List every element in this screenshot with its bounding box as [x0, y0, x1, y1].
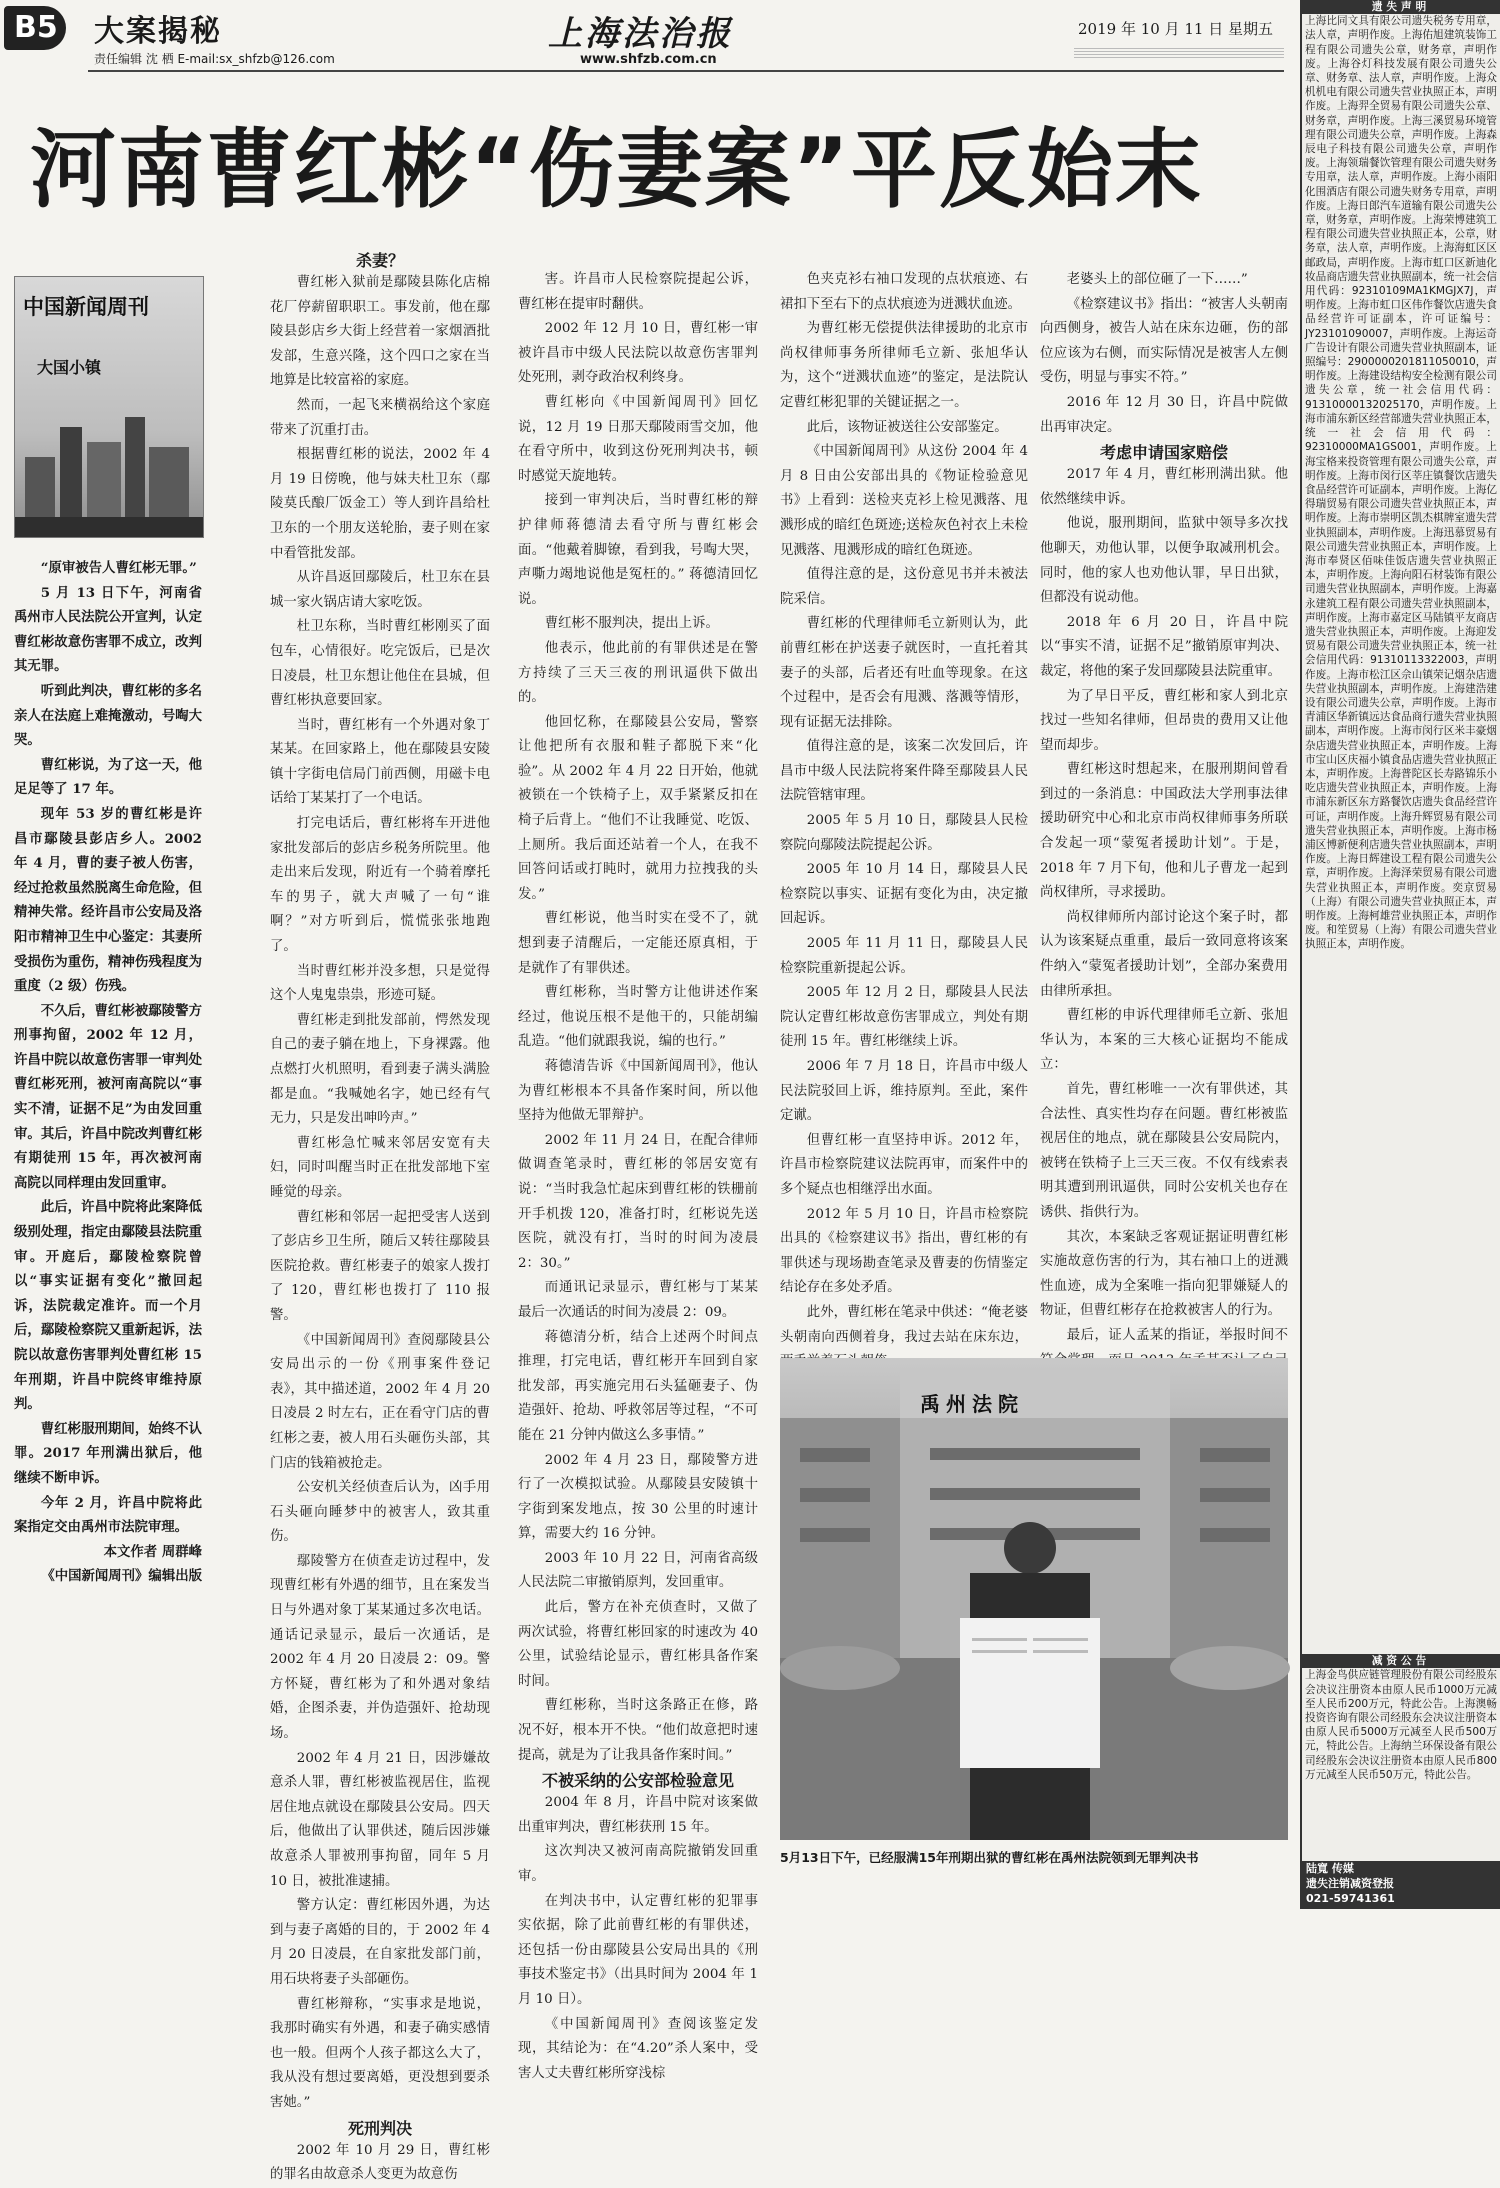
magazine-cover-image	[14, 276, 204, 538]
cover-topic: 大国小镇	[37, 358, 102, 377]
paragraph: 2002 年 10 月 29 日，曹红彬的罪名由故意杀人变更为故意伤	[270, 2142, 490, 2183]
author-line: 本文作者 周群峰	[103, 1543, 202, 1560]
classifieds-heading-lost: 遗失声明	[1302, 0, 1500, 14]
paragraph: 鄢陵警方在侦查走访过程中，发现曹红彬有外遇的细节，且在案发当日与外遇对象丁某某通过多次电话。通话记录显示，最后一次通话，是 2002 年 4 月 20 日凌晨 2：09。警方怀疑，曹红彬为了和外遇对象结婚，企图杀妻，并伪造强奸、抢劫现场。	[270, 1553, 490, 1742]
paragraph: 《中国新闻周刊》查阅该鉴定发现，其结论为：在“4.20”杀人案中，受害人丈夫曹红彬所穿浅棕	[518, 2016, 758, 2081]
paragraph: 而通讯记录显示，曹红彬与丁某某最后一次通话的时间为凌晨 2：09。	[518, 1280, 758, 1320]
subheading-rejected-opinion: 不被采纳的公安部检验意见	[541, 1771, 734, 1791]
paragraph: 当时曹红彬并没多想，只是觉得这个人鬼鬼祟祟，形迹可疑。	[270, 963, 490, 1004]
paragraph: 曹红彬这时想起来，在服刑期间曾看到过的一条消息：中国政法大学刑事法律援助研究中心和北京市尚权律师事务所联合发起一项“蒙冤者援助计划”。于是，2018 年 7 月下旬，他和儿子曹龙一起到尚权律所，寻求援助。	[1040, 762, 1288, 901]
lead-paragraph: 听到此判决，曹红彬的多名亲人在法庭上难掩激动，号啕大哭。	[14, 682, 202, 749]
paragraph: 2002 年 12 月 10 日，曹红彬一审被许昌市中级人民法院以故意伤害罪判处死刑，剥夺政治权利终身。	[518, 321, 758, 386]
issue-date: 2019 年 10 月 11 日 星期五	[1078, 20, 1273, 38]
paragraph: 蒋德清分析，结合上述两个时间点推理，打完电话，曹红彬开车回到自家批发部，再实施完用石头猛砸妻子、伪造强奸、抢劫、呼救邻居等过程，“不可能在 21 分钟内做这么多事情。”	[518, 1329, 758, 1443]
paragraph: 曹红彬向《中国新闻周刊》回忆说，12 月 19 日那天鄢陵雨雪交加，他在看守所中，收到这份死刑判决书，顿时感觉天旋地转。	[518, 394, 758, 484]
paragraph: 2004 年 8 月，许昌中院对该案做出重审判决，曹红彬获刑 15 年。	[518, 1795, 758, 1835]
section-title: 大案揭秘	[94, 14, 222, 49]
paragraph: 当时，曹红彬有一个外遇对象丁某某。在回家路上，他在鄢陵县安陵镇十字街电信局门前西侧，用磁卡电话给丁某某打了一个电话。	[270, 717, 490, 807]
paragraph: 曹红彬说，他当时实在受不了，就想到妻子清醒后，一定能还原真相，于是就作了有罪供述。	[518, 911, 758, 976]
paragraph: 他表示，他此前的有罪供述是在警方持续了三天三夜的刑讯逼供下做出的。	[518, 640, 758, 706]
court-photo	[780, 1358, 1288, 1840]
classifieds-lost-text: 上海比同文具有限公司遗失税务专用章，法人章，声明作废。上海佑旭建筑装饰工程有限公司遗失公章，财务章，声明作废。上海谷灯科技发展有限公司遗失公章、财务章、法人章，声明作废。上海众机机电有限公司遗失营业执照正本，声明作废。上海羿全贸易有限公司遗失公章、财务章，声明作废。上海三溪贸易环境管理有限公司遗失公章，声明作废。上海森辰电子科技有限公司遗失公章，声明作废。上海领瑞餐饮管理有限公司遗失财务专用章，法人章，声明作废。上海小雨阳化围酒店有限公司遗失财务专用章，声明作废。上海日郎汽车道输有限公司遗失公章，财务章，声明作废。上海荣博建筑工程有限公司遗失营业执照正本，公章，财务章，法人章，声明作废。上海海虹区区邮政局，声明作废。上海市虹口区新迪化妆品商店遗失营业执照副本，统一社会信用代码：92310109MA1KMGJX7J，声明作废。上海市虹口区伟作餐饮店遗失食品经营许可证副本，许可证编号：JY23101090007，声明作废。上海运奇广告设计有限公司遗失营业执照副本，证照编号：2900000201811050010，声明作废。上海建设结构安全检测有限公司遗失公章，统一社会信用代码：91310000132025170，声明作废。上海市浦东新区经营部遗失营业执照正本，统一社会信用代码：92310000MA1GS001，声明作废。上海宝格来投资管理有限公司遗失公章，声明作废。上海市闵行区莘庄镇餐饮店遗失食品经营许可证副本，声明作废。上海亿得瑞贸易有限公司遗失营业执照正本，声明作废。上海市崇明区凯杰棋牌室遗失营业执照副本，声明作废。上海迅慕贸易有限公司遗失营业执照正本，声明作废。上海市奉贤区佰味佳饭店遗失营业执照正本，声明作废。上海向阳石材装饰有限公司遗失营业执照副本，声明作废。上海嘉永建筑工程有限公司遗失营业执照副本，声明作废。上海市嘉定区马陆镇平友商店遗失营业执照正本，声明作废。上海迎发贸易有限公司遗失营业执照正本，统一社会信用代码：91310113322003，声明作废。上海市松江区佘山镇荣记烟杂店遗失营业执照副本，声明作废。上海建浩建设有限公司遗失公章，声明作废。上海市青浦区华新镇远达食品商行遗失营业执照副本，声明作废。上海市闵行区米丰豪烟杂店遗失营业执照正本，声明作废。上海市宝山区庆福小镇食品店遗失营业执照正本，声明作废。上海普陀区长寿路锦乐小吃店遗失营业执照正本，声明作废。上海市浦东新区东方路餐饮店遗失食品经营许可证，声明作废。上海升辉贸易有限公司遗失营业执照正本，声明作废。上海市杨浦区博新便利店遗失营业执照副本，声明作废。上海日辉建设工程有限公司遗失公章，声明作废。上海泽荣贸易有限公司遗失营业执照正本，声明作废。奕京贸易（上海）有限公司遗失营业执照正本，声明作废。上海柯雄营业执照正本，声明作废。和笙贸易（上海）有限公司遗失营业执照正本，声明作废。	[1305, 15, 1497, 951]
paragraph: 《检察建议书》指出：“被害人头朝南向西侧身，被告人站在床东边砸，伤的部位应该为右侧，而实际情况是被害人左侧受伤，明显与事实不符。”	[1040, 296, 1288, 386]
lead-paragraph: 此后，许昌中院将此案降低级别处理，指定由鄢陵县法院重审。开庭后，鄢陵检察院曾以“事实证据有变化”撤回起诉，法院裁定准许。而一个月后，鄢陵检察院又重新起诉，法院以故意伤害罪判处曹红彬 15 年刑期，许昌中院终审维持原判。	[14, 1199, 202, 1413]
classifieds-capital-text: 上海金鸟供应链管理股份有限公司经股东会决议注册资本由原人民币1000万元减至人民币200万元，特此公告。上海澳畅投资咨询有限公司经股东会决议注册资本由原人民币5000万元减至人民币500万元，特此公告。上海纳兰环保设备有限公司经股东会决议注册资本由原人民币800万元减至人民币50万元，特此公告。	[1305, 1669, 1497, 1781]
paragraph: 曹红彬走到批发部前，愕然发现自己的妻子躺在地上，下身裸露。他点燃打火机照明，看到妻子满头满脸都是血。“我喊她名字，她已经有气无力，只是发出呻吟声。”	[270, 1012, 490, 1127]
agency-phone: 021-59741361	[1306, 1892, 1395, 1905]
paragraph: 2005 年 11 月 11 日，鄢陵县人民检察院重新提起公诉。	[780, 936, 1028, 976]
lead-paragraph: 今年 2 月，许昌中院将此案指定交由禹州市法院审理。	[14, 1494, 202, 1536]
page-number-badge: B5	[4, 6, 66, 50]
subheading-sentence: 死刑判决	[347, 2118, 412, 2138]
paragraph: 曹红彬称，当时警方让他讲述作案经过，他说压根不是他干的，只能胡编乱造。“他们就跟我说，编的也行。”	[518, 985, 758, 1050]
header-rule	[88, 70, 1284, 72]
editor-line: 责任编辑 沈 栖 E-mail:sx_shfzb@126.com	[94, 52, 335, 66]
masthead	[0, 0, 1300, 78]
lead-paragraph: 现年 53 岁的曹红彬是许昌市鄢陵县彭店乡人。2002 年 4 月，曹的妻子被人伤害，经过抢救虽然脱离生命危险，但精神失常。经许昌市公安局及洛阳市精神卫生中心鉴定：其妻所受损伤为重伤，精神伤残程度为重度（2 级）伤残。	[14, 805, 202, 995]
paragraph: 《中国新闻周刊》查阅鄢陵县公安局出示的一份《刑事案件登记表》，其中描述道，2002 年 4 月 20 日凌晨 2 时左右，正在看守门店的曹红彬之妻，被人用石头砸伤头部，其门店的钱箱被抢走。	[270, 1332, 490, 1471]
classifieds-heading-capital: 减资公告	[1302, 1654, 1500, 1668]
lead-paragraph: “原审被告人曹红彬无罪。”	[40, 560, 197, 576]
paragraph: 公安机关经侦查后认为，凶手用石头砸向睡梦中的被害人，致其重伤。	[270, 1480, 490, 1545]
paragraph: 警方认定：曹红彬因外遇，为达到与妻子离婚的目的，于 2002 年 4 月 20 日凌晨，在自家批发部门前，用石块将妻子头部砸伤。	[270, 1898, 490, 1987]
paragraph: 2016 年 12 月 30 日，许昌中院做出再审决定。	[1040, 394, 1288, 435]
paragraph: 他回忆称，在鄢陵县公安局，警察让他把所有衣服和鞋子都脱下来“化验”。从 2002 年 4 月 22 日开始，他就被锁在一个铁椅子上，双手紧紧反扣在椅子后背上。“他们不让我睡觉、吃饭、上厕所。我后面还站着一个人，在我不回答问话或打盹时，就用力拉拽我的头发。”	[518, 714, 758, 902]
subheading-compensation: 考虑申请国家赔偿	[1099, 443, 1228, 463]
paragraph: 在判决书中，认定曹红彬的犯罪事实依据，除了此前曹红彬的有罪供述，还包括一份由鄢陵县公安局出具的《刑事技术鉴定书》（出具时间为 2004 年 1 月 10 日）。	[518, 1893, 758, 2007]
paragraph: 曹红彬称，当时这条路正在修，路况不好，根本开不快。“他们故意把时速提高，就是为了让我具备作案时间。”	[518, 1698, 758, 1763]
article-headline: 河南曹红彬“伤妻案”平反始末	[30, 120, 1204, 220]
paragraph: 2017 年 4 月，曹红彬刑满出狱。他依然继续申诉。	[1040, 467, 1288, 507]
decorative-hatching	[1074, 46, 1284, 58]
paragraph: 值得注意的是，该案二次发回后，许昌市中级人民法院将案件降至鄢陵县人民法院管辖审理。	[780, 739, 1028, 804]
lead-column	[14, 556, 202, 1596]
paragraph: 接到一审判决后，当时曹红彬的辩护律师蒋德清去看守所与曹红彬会面。“他戴着脚镣，看到我，号啕大哭，声嘶力竭地说他是冤枉的。” 蒋德清回忆说。	[518, 493, 758, 607]
agency-name: 陆寬 传媒	[1306, 1862, 1354, 1875]
article-column-5	[1040, 268, 1288, 1344]
agency-service: 遗失注销减资登报	[1306, 1877, 1394, 1890]
classifieds-sidebar	[1300, 0, 1500, 1909]
paragraph: 曹红彬和邻居一起把受害人送到了彭店乡卫生所，随后又转往鄢陵县医院抢救。曹红彬妻子的娘家人拨打了 120，曹红彬也拨打了 110 报警。	[270, 1209, 490, 1323]
paragraph: 打完电话后，曹红彬将车开进他家批发部后的彭店乡税务所院里。他走出来后发现，附近有一个骑着摩托车的男子，就大声喊了一句“谁啊？”对方听到后，慌慌张张地跑了。	[270, 816, 490, 955]
cover-magazine-title: 中国新闻周刊	[23, 295, 149, 319]
paragraph: 其次，本案缺乏客观证据证明曹红彬实施故意伤害的行为，其右袖口上的迸溅性血迹，成为全案唯一指向犯罪嫌疑人的物证，但曹红彬存在抢救被害人的行为。	[1040, 1229, 1288, 1319]
paragraph: 这次判决又被河南高院撤销发回重审。	[518, 1844, 758, 1884]
cover-buildings-illustration	[15, 387, 203, 537]
paragraph: 此后，该物证被送往公安部鉴定。	[806, 419, 1008, 435]
paragraph: 曹红彬不服判决，提出上诉。	[544, 616, 719, 632]
paragraph: 为曹红彬无偿提供法律援助的北京市尚权律师事务所律师毛立新、张旭华认为，这个“迸溅状血迹”的鉴定，是法院认定曹红彬犯罪的关键证据之一。	[780, 321, 1028, 410]
paragraph: 但曹红彬一直坚持申诉。2012 年，许昌市检察院建议法院再审，而案件中的多个疑点也相继浮出水面。	[780, 1132, 1028, 1197]
paragraph: 2002 年 4 月 23 日，鄢陵警方进行了一次模拟试验。从鄢陵县安陵镇十字街到案发地点，按 30 公里的时速计算，需要大约 16 分钟。	[518, 1452, 758, 1542]
paragraph: 《中国新闻周刊》从这份 2004 年 4 月 8 日由公安部出具的《物证检验意见书》上看到：送检夹克衫上检见溅落、甩溅形成的暗红色斑迹;送检灰色衬衣上未检见溅落、甩溅形成的暗红色斑迹。	[780, 444, 1028, 558]
lead-paragraph: 不久后，曹红彬被鄢陵警方刑事拘留，2002 年 12 月，许昌中院以故意伤害罪一审判处曹红彬死刑，被河南高院以“事实不清，证据不足”为由发回重审。其后，许昌中院改判曹红彬有期徒刑 15 年，再次被河南高院以同样理由发回重审。	[14, 1002, 202, 1191]
paragraph: 曹红彬辩称，“实事求是地说，我那时确实有外遇，和妻子确实感情也一般。但两个人孩子都这么大了，我从没有想过要离婚，更没想到要杀害她。”	[270, 1996, 490, 2110]
paragraph: 从许昌返回鄢陵后，杜卫东在县城一家火锅店请大家吃饭。	[270, 570, 490, 610]
photo-caption: 5月13日下午，已经服满15年刑期出狱的曹红彬在禹州法院领到无罪判决书	[780, 1850, 1199, 1865]
classifieds-contact-bar	[1302, 1861, 1500, 1909]
paragraph: 2006 年 7 月 18 日，许昌市中级人民法院驳回上诉，维持原判。至此，案件定谳。	[780, 1059, 1028, 1124]
publisher-line: 《中国新闻周刊》编辑出版	[41, 1568, 202, 1585]
lead-paragraph: 曹红彬说，为了这一天，他足足等了 17 年。	[14, 756, 202, 798]
paragraph: 他说，服刑期间，监狱中领导多次找他聊天，劝他认罪，以便争取减刑机会。同时，他的家人也劝他认罪，早日出狱，但都没有说动他。	[1040, 516, 1288, 606]
paragraph: 曹红彬的申诉代理律师毛立新、张旭华认为，本案的三大核心证据均不能成立：	[1040, 1008, 1288, 1073]
paragraph: 老婆头上的部位砸了一下……”	[1066, 272, 1248, 287]
court-building-sign: 禹州法院	[920, 1392, 1024, 1416]
lead-paragraph: 曹红彬服刑期间，始终不认罪。2017 年刑满出狱后，他继续不断申诉。	[14, 1420, 202, 1486]
court-photo-illustration	[780, 1358, 1288, 1840]
lead-paragraph: 5 月 13 日下午，河南省禹州市人民法院公开宣判，认定曹红彬故意伤害罪不成立，改判其无罪。	[14, 584, 202, 675]
paragraph: 色夹克衫右袖口发现的点状痕迹、右裙扣下至右下的点状痕迹为迸溅状血迹。	[780, 272, 1028, 312]
paragraph: 2005 年 5 月 10 日，鄢陵县人民检察院向鄢陵法院提起公诉。	[780, 813, 1028, 853]
paragraph: 最后，证人孟某的指证，举报时间不	[1066, 1327, 1288, 1343]
paragraph: 2005 年 12 月 2 日，鄢陵县人民法院认定曹红彬故意伤害罪成立，判处有期徒刑 15 年。曹红彬继续上诉。	[780, 985, 1028, 1050]
article-column-2	[270, 248, 490, 2183]
newspaper-logo: 上海法治报	[548, 14, 733, 54]
newspaper-website: www.shfzb.com.cn	[580, 52, 717, 67]
article-column-4	[780, 268, 1028, 1344]
paragraph: 2005 年 10 月 14 日，鄢陵县人民检察院以事实、证据有变化为由，决定撤回起诉。	[780, 862, 1028, 927]
paragraph: 曹红彬的代理律师毛立新则认为，此前曹红彬在护送妻子就医时，一直托着其妻子的头部，后者还有吐血等现象。在这个过程中，是否会有甩溅、落溅等情形，现有证据无法排除。	[780, 616, 1028, 730]
paragraph: 杜卫东称，当时曹红彬刚买了面包车，心情很好。吃完饭后，已是次日凌晨，杜卫东想让他住在县城，但曹红彬执意要回家。	[270, 619, 490, 709]
article-column-3	[518, 268, 758, 2081]
paragraph: 害。许昌市人民检察院提起公诉，曹红彬在提审时翻供。	[518, 272, 758, 312]
paragraph: 曹红彬入狱前是鄢陵县陈化店棉花厂停薪留职职工。事发前，他在鄢陵县彭店乡大街上经营着一家烟酒批发部，生意兴隆，这个四口之家在当地算是比较富裕的家庭。	[270, 275, 490, 389]
paragraph: 此外，曹红彬在笔录中供述：“俺老婆头朝南向西侧着身，我过去站在床东边，	[780, 1304, 1028, 1345]
paragraph: 首先，曹红彬唯一一次有罪供述，其合法性、真实性均存在问题。曹红彬被监视居住的地点，就在鄢陵县公安局院内，被铐在铁椅子上三天三夜。不仅有线索表明其遭到刑讯逼供，同时公安机关也存在诱供、指供行为。	[1040, 1082, 1288, 1220]
paragraph: 2003 年 10 月 22 日，河南省高级人民法院二审撤销原判，发回重审。	[518, 1550, 758, 1591]
paragraph: 此后，警方在补充侦查时，又做了两次试验，将曹红彬回家的时速改为 40 公里，试验结论显示，曹红彬具备作案时间。	[518, 1600, 758, 1689]
paragraph: 尚权律师所内部讨论这个案子时，都认为该案疑点重重，最后一致同意将该案件纳入“蒙冤者援助计划”，全部办案费用由律所承担。	[1040, 909, 1288, 999]
paragraph: 为了早日平反，曹红彬和家人到北京找过一些知名律师，但昂贵的费用又让他望而却步。	[1040, 688, 1288, 753]
paragraph: 2018 年 6 月 20 日，许昌中院以“事实不清，证据不足”撤销原审判决、裁定，将他的案子发回鄢陵县法院重审。	[1040, 614, 1288, 679]
paragraph: 2012 年 5 月 10 日，许昌市检察院出具的《检察建议书》指出，曹红彬的有罪供述与现场勘查笔录及曹妻的伤情鉴定结论存在多处矛盾。	[780, 1206, 1028, 1296]
paragraph: 值得注意的是，这份意见书并未被法院采信。	[780, 567, 1028, 607]
paragraph: 2002 年 11 月 24 日，在配合律师做调查笔录时，曹红彬的邻居安宽有说：“当时我急忙起床到曹红彬的铁栅前开手机拨 120，准备打时，红彬说先送医院，就没有打，当时的时间为凌晨 2：30。”	[518, 1132, 758, 1271]
paragraph: 蒋德清告诉《中国新闻周刊》，他认为曹红彬根本不具备作案时间，所以他坚持为他做无罪辩护。	[518, 1059, 758, 1124]
paragraph: 2002 年 4 月 21 日，因涉嫌故意杀人罪，曹红彬被监视居住，监视居住地点就设在鄢陵县公安局。四天后，他做出了认罪供述，随后因涉嫌故意杀人罪被刑事拘留，同年 5 月 10 日，被批准逮捕。	[270, 1750, 490, 1889]
subheading-kill: 杀妻？	[355, 251, 404, 270]
paragraph: 曹红彬急忙喊来邻居安宽有夫妇，同时叫醒当时正在批发部地下室睡觉的母亲。	[270, 1135, 490, 1200]
paragraph: 然而，一起飞来横祸给这个家庭带来了沉重打击。	[270, 397, 490, 438]
paragraph: 根据曹红彬的说法，2002 年 4 月 19 日傍晚，他与妹夫杜卫东（鄢陵莫氏酿厂饭金工）等人到许昌给杜卫东的一个朋友送轮胎，妻子则在家中看管批发部。	[270, 447, 490, 561]
